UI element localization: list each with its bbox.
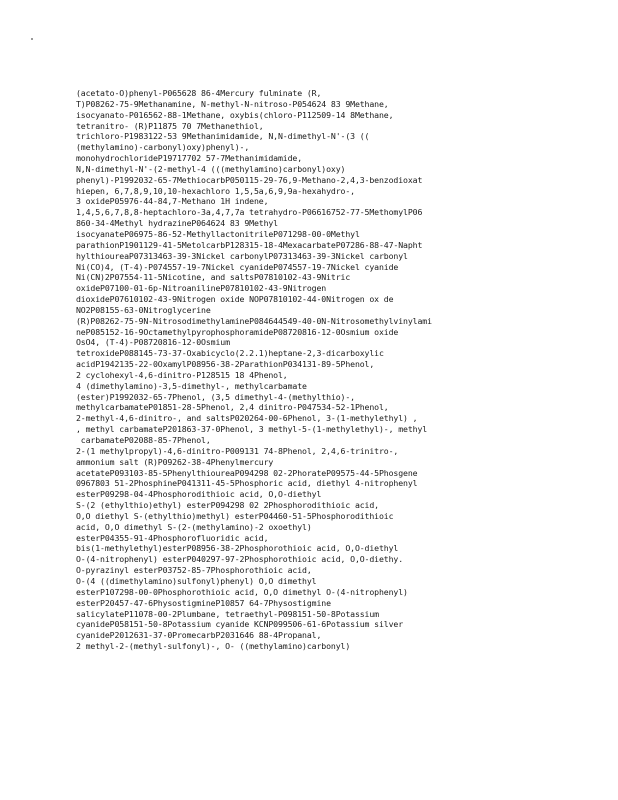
text-line: methylcarbamateP01851-28-5Phenol, 2,4 dinitro-P047534-52-1Phenol, [76,402,389,413]
text-line: 4 (dimethylamino)-3,5-dimethyl-, methylcarbamate [76,380,307,391]
text-line: isocyanateP06975-86-52-MethyllactonitrileP071298-00-0Methyl [76,228,360,239]
text-line: (methylamino)-carbonyl)oxy)phenyl)-, [76,142,250,153]
text-line: Ni(CO)4, (T-4)-P074557-19-7Nickel cyanideP074557-19-7Nickel cyanide [76,261,399,272]
text-line: dioxideP07610102-43-9Nitrogen oxide NOP07810102-44-0Nitrogen ox de [76,294,394,305]
text-line: 2-methyl-4,6-dinitro-, and saltsP020264-00-6Phenol, 3-(1-methylethyl) , [76,413,418,424]
text-line: N,N-dimethyl-N'-(2-methyl-4 (((methylamino)carbonyl)oxy) [76,163,346,174]
text-line: tetroxideP088145-73-37-Oxabicyclo(2.2.1)heptane-2,3-dicarboxylic [76,348,384,359]
text-line: tetranitro- (R)P11875 70 7Methanethiol, [76,120,264,131]
text-line: esterP04355-91-4Phosphorofluoridic acid, [76,532,269,543]
text-line: 0967803 51-2PhosphineP041311-45-5Phosphoric acid, diethyl 4-nitrophenyl [76,478,418,489]
text-line: O-pyrazinyl esterP03752-85-7Phosphorothioic acid, [76,565,312,576]
text-line: acetateP093103-85-5PhenylthioureaP094298 02-2PhorateP09575-44-5Phosgene [76,467,418,478]
text-line: acidP1942135-22-0OxamylP08956-38-2ParathionP034131-89-5Phenol, [76,359,375,370]
text-line: hylthioureaP07313463-39-3Nickel carbonylP07313463-39-3Nickel carbonyl [76,250,408,261]
text-line: O-(4-nitrophenyl) esterP040297-97-2Phosphorothioic acid, O,O-diethy. [76,554,404,565]
text-line: isocyanato-P016562-88-1Methane, oxybis(chloro-P112509-14 8Methane, [76,109,394,120]
text-line: trichloro-P1983122-53 9Methanimidamide, N,N-dimethyl-N'-(3 (( [76,131,370,142]
text-line: acid, O,O dimethyl S-(2-(methylamino)-2 oxoethyl) [76,521,312,532]
text-line: (ester)P1992032-65-7Phenol, (3,5 dimethyl-4-(methylthio)-, [76,391,355,402]
text-line: O,O diethyl S-(ethylthio)methyl) esterP04460-51-5Phosphorodithioic [76,510,394,521]
text-line: cyanideP2012631-37-0PromecarbP2031646 88-4Propanal, [76,630,322,641]
text-line: 860-34-4Methyl hydrazineP064624 83 9Methyl [76,218,278,229]
text-line: S-(2 (ethylthio)ethyl) esterP094298 02 2Phosphorodithioic acid, [76,500,379,511]
text-line: esterP20457-47-6PhysostigmineP10857 64-7Physostigmine [76,597,331,608]
text-line: (acetato-O)phenyl-P065628 86-4Mercury fulminate (R, [76,88,322,98]
text-line: ammonium salt (R)P09262-38-4Phenylmercury [76,456,274,467]
text-line: parathionP1901129-41-5MetolcarbP128315-18-4MexacarbateP07286-88-47-Napht [76,239,423,250]
text-line: 3 oxideP05976-44-84,7-Methano 1H indene, [76,196,269,207]
chemical-list-text [76,88,616,652]
text-line: (R)P08262-75-9N-NitrosodimethylamineP084644549-40-0N-Nitrosomethylvinylami [76,315,432,326]
text-line: 2 methyl-2-(methyl-sulfonyl)-, O- ((methylamino)carbonyl) [76,641,351,652]
text-line: monohydrochlorideP19717702 57-7Methanimidamide, [76,153,303,164]
text-line: oxideP07100-01-6p-NitroanilineP07810102-43-9Nitrogen [76,283,327,294]
text-line: neP085152-16-9OctamethylpyrophosphoramideP08720816-12-0Osmium oxide [76,326,399,337]
text-line: 2 cyclohexyl-4,6-dinitro-P128515 18 4Phenol, [76,369,288,380]
text-line: bis(1-methylethyl)esterP08956-38-2Phosphorothioic acid, O,O-diethyl [76,543,399,554]
scan-speck [31,38,33,40]
text-line: hiepen, 6,7,8,9,10,10-hexachloro 1,5,5a,6,9,9a-hexahydro-, [76,185,355,196]
text-line: esterP107298-00-0Phosphorothioic acid, O,O dimethyl O-(4-nitrophenyl) [76,586,408,597]
text-line: T)P08262-75-9Methanamine, N-methyl-N-nitroso-P054624 83 9Methane, [76,98,389,109]
text-line: carbamateP02088-85-7Phenol, [76,435,211,445]
text-line: 1,4,5,6,7,8,8-heptachloro-3a,4,7,7a tetrahydro-P06616752-77-5MethomylP06 [76,207,423,218]
text-line: Ni(CN)2P07554-11-5Nicotine, and saltsP07810102-43-9Nitric [76,272,351,283]
text-line: O-(4 ((dimethylamino)sulfonyl)phenyl) O,O dimethyl [76,575,317,586]
text-line: OsO4, (T-4)-P08720816-12-0Osmium [76,337,230,348]
text-line: salicylateP11078-00-2Plumbane, tetraethyl-P098151-50-8Potassium [76,608,379,619]
text-line: NO2P08155-63-0Nitroglycerine [76,304,211,315]
text-line: , methyl carbamateP201863-37-0Phenol, 3 methyl-5-(1-methylethyl)-, methyl [76,424,428,435]
text-line: phenyl)-P1992032-65-7MethiocarbP050115-29-76,9-Methano-2,4,3-benzodioxat [76,174,423,185]
text-line: 2-(1 methylpropyl)-4,6-dinitro-P009131 74-8Phenol, 2,4,6-trinitro-, [76,445,399,456]
text-line: cyanideP058151-50-8Potassium cyanide KCNP099506-61-6Potassium silver [76,619,404,630]
text-line: esterP09298-04-4Phosphorodithioic acid, O,O-diethyl [76,489,322,500]
